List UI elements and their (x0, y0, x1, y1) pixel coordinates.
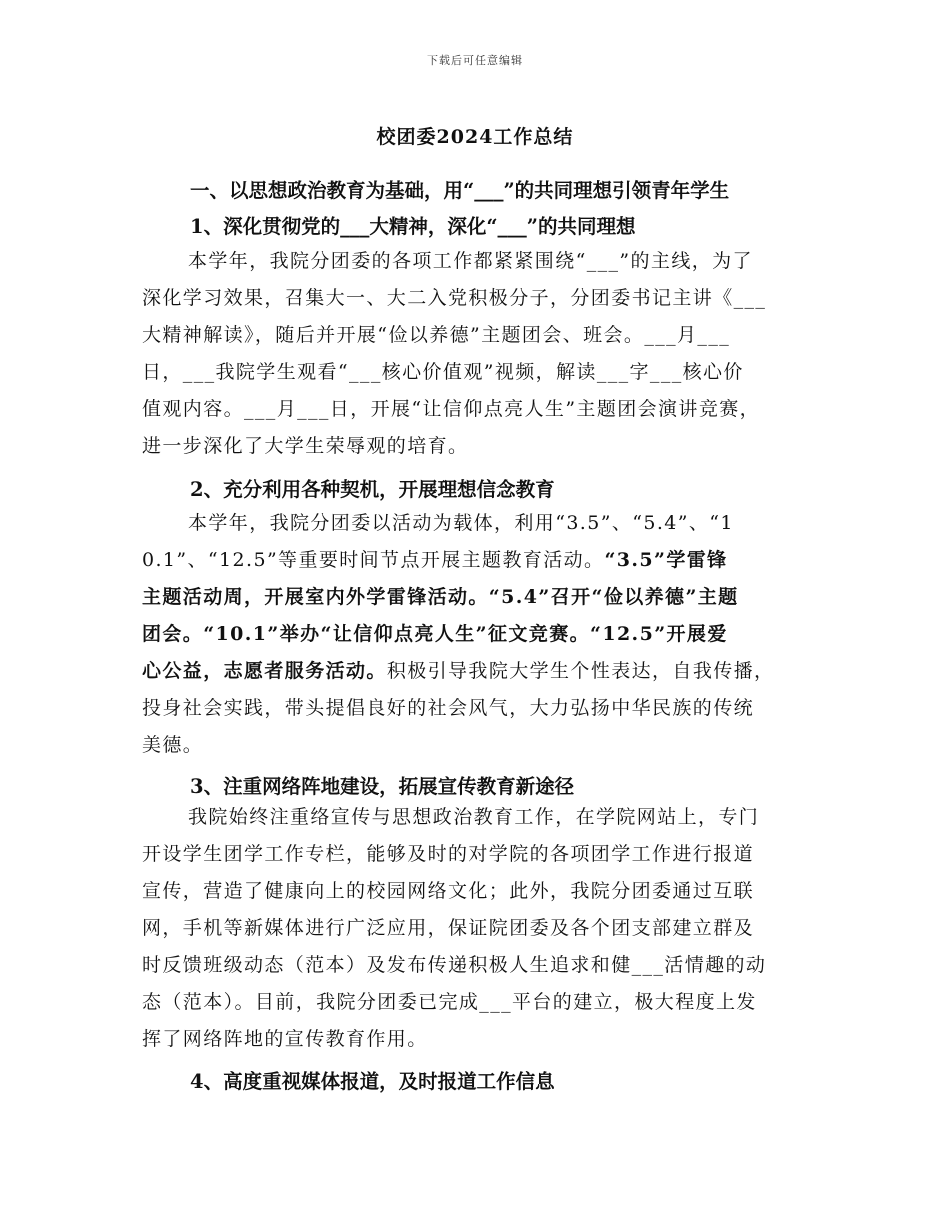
paragraph-line: 态（范本）。目前，我院分团委已完成___平台的建立，极大程度上发 (142, 991, 757, 1013)
subheading-3: 3、注重网络阵地建设，拓展宣传教育新途径 (190, 775, 575, 798)
paragraph-3 (142, 799, 810, 1058)
paragraph-line: 值观内容。___月___日，开展“让信仰点亮人生”主题团会演讲竞赛， (142, 398, 761, 420)
subheading-2: 2、充分利用各种契机，开展理想信念教育 (190, 478, 555, 501)
paragraph-line (142, 542, 810, 579)
paragraph-line: 投身社会实践，带头提倡良好的社会风气，大力弘扬中华民族的传统 (142, 697, 755, 719)
paragraph-line: 时反馈班级动态（范本）及发布传递积极人生追求和健___活情趣的动 (142, 954, 767, 976)
paragraph-line: 宣传，营造了健康向上的校园网络文化；此外，我院分团委通过互联 (142, 880, 755, 902)
paragraph-line (142, 616, 810, 653)
paragraph-line: 本学年，我院分团委以活动为载体，利用“3.5”、“5.4”、“1 (188, 512, 734, 534)
page-header: 下载后可任意编辑 (427, 54, 523, 67)
paragraph-line: 本学年，我院分团委的各项工作都紧紧围绕“___”的主线，为了 (188, 250, 753, 272)
paragraph-line: 我院始终注重络宣传与思想政治教育工作，在学院网站上，专门 (188, 806, 760, 828)
bold-text: 团会。“10.1”举办“让信仰点亮人生”征文竞赛。“12.5”开展爱 (142, 623, 728, 645)
paragraph-1 (142, 243, 810, 465)
paragraph-line: 进一步深化了大学生荣辱观的培育。 (142, 435, 469, 457)
bold-text: 心公益，志愿者服务活动。 (142, 660, 387, 682)
bold-text: “3.5”学雷锋 (604, 549, 728, 571)
paragraph-line (142, 653, 810, 690)
paragraph-2 (142, 505, 810, 764)
section-heading-1: 一、以思想政治教育为基础，用“___”的共同理想引领青年学生 (190, 179, 730, 202)
paragraph-line: 网，手机等新媒体进行广泛应用，保证院团委及各个团支部建立群及 (142, 917, 755, 939)
bold-text: 主题活动周，开展室内外学雷锋活动。“5.4”召开“俭以养德”主题 (142, 586, 739, 608)
paragraph-line: 开设学生团学工作专栏，能够及时的对学院的各项团学工作进行报道 (142, 843, 755, 865)
paragraph-line: 美德。 (142, 734, 204, 756)
paragraph-line: 深化学习效果，召集大一、大二入党积极分子，分团委书记主讲《___ (142, 287, 767, 309)
paragraph-line: 日，___我院学生观看“___核心价值观”视频，解读___字___核心价 (142, 361, 744, 383)
paragraph-line: 挥了网络阵地的宣传教育作用。 (142, 1028, 428, 1050)
document-title: 校团委2024工作总结 (376, 126, 574, 148)
plain-text: 0.1”、“12.5”等重要时间节点开展主题教育活动。 (142, 549, 605, 571)
paragraph-line (142, 579, 810, 616)
subheading-4: 4、高度重视媒体报道，及时报道工作信息 (190, 1070, 555, 1093)
subheading-1: 1、深化贯彻党的___大精神，深化“___”的共同理想 (190, 215, 636, 238)
paragraph-line: 大精神解读》，随后并开展“俭以养德”主题团会、班会。___月___ (142, 324, 731, 346)
plain-text: 积极引导我院大学生个性表达，自我传播， (386, 660, 775, 682)
